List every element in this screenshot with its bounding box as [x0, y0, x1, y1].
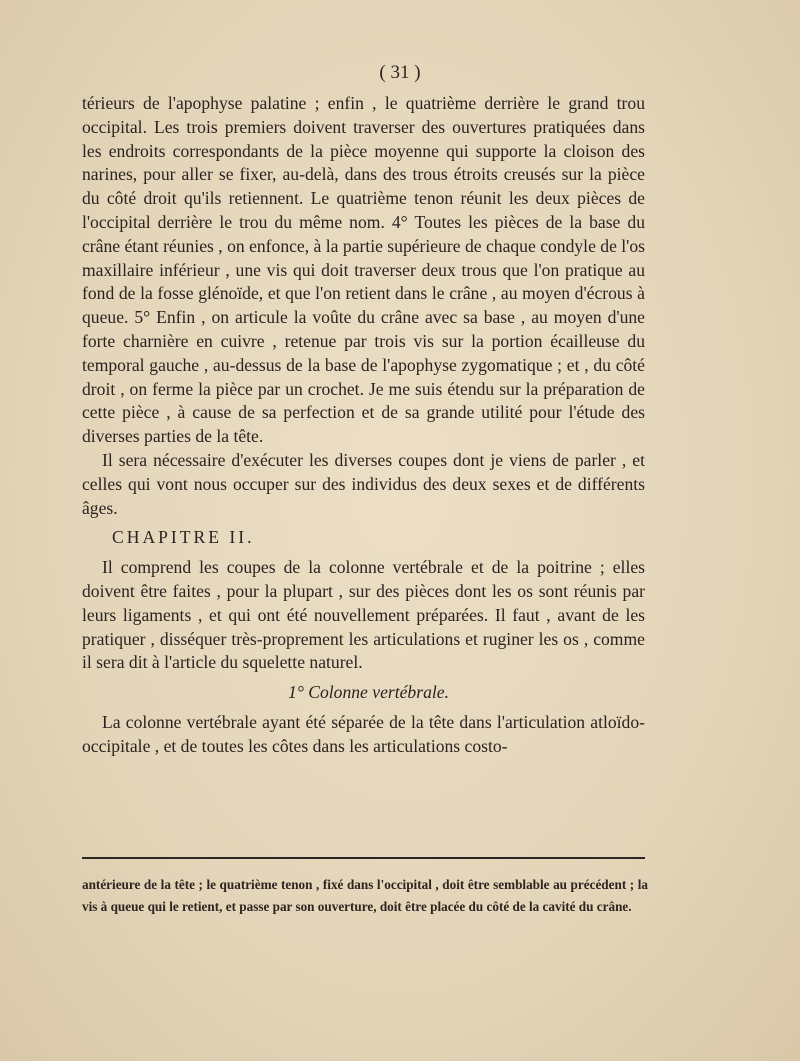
- main-text-block: [82, 92, 645, 759]
- subsection-title: 1° Colonne vertébrale.: [288, 682, 449, 703]
- footnote-divider: [82, 857, 645, 859]
- footnote: antérieure de la tête ; le quatrième tenon , fixé dans l'occipital , doit être semblable au précédent ; la vis à queue qui le retient, et passe par son ouverture, doit être placée du côté de la cavité du crâne.: [82, 877, 648, 914]
- page-number: ( 31 ): [379, 62, 421, 83]
- paragraph-colonne: La colonne vertébrale ayant été séparée de la tête dans l'articulation atloïdo-occipitale , et de toutes les côtes dans les articulations costo-: [82, 711, 645, 756]
- paragraph-continuation: térieurs de l'apophyse palatine ; enfin , le quatrième derrière le grand trou occipital. Les trois premiers doivent traverser des ouvertures pratiquées dans les endroits correspondants de la pièce moyenne qui supporte la cloison des narines, pour aller se fixer, au-delà, dans des trous étroits creusés sur la pièce du côté droit qu'ils retiennent. Le quatrième tenon réunit les deux pièces de l'occipital derrière le trou du même nom. 4° Toutes les pièces de la base du crâne étant réunies , on enfonce, à la partie supérieure de chaque condyle de l'os maxillaire inférieur , une vis qui doit traverser deux trous que l'on pratique au fond de la fosse glénoïde, et que l'on retient dans le crâne , au moyen d'écrous à queue. 5° Enfin , on articule la voûte du crâne avec sa base , au moyen d'une forte charnière en cuivre , retenue par trois vis sur la portion écailleuse du temporal gauche , au-dessus de la base de l'apophyse zygomatique ; et , du côté droit , on ferme la pièce par un crochet. Je me suis étendu sur la préparation de cette pièce , à cause de sa perfection et de sa grande utilité pour l'étude des diverses parties de la tête.: [82, 93, 645, 447]
- chapter-title: CHAPITRE II.: [112, 527, 255, 548]
- paragraph-chapter-intro: Il comprend les coupes de la colonne vertébrale et de la poitrine ; elles doivent être faites , pour la plupart , sur des pièces dont les os sont réunis par leurs ligaments , et qui ont été nouvellement préparées. Il faut , avant de les pratiquer , disséquer très-proprement les articulations et ruginer les os , comme il sera dit à l'article du squelette naturel.: [82, 557, 645, 673]
- paragraph-coupes: Il sera nécessaire d'exécuter les diverses coupes dont je viens de parler , et celles qui vont nous occuper sur des individus des deux sexes et de différents âges.: [82, 449, 645, 518]
